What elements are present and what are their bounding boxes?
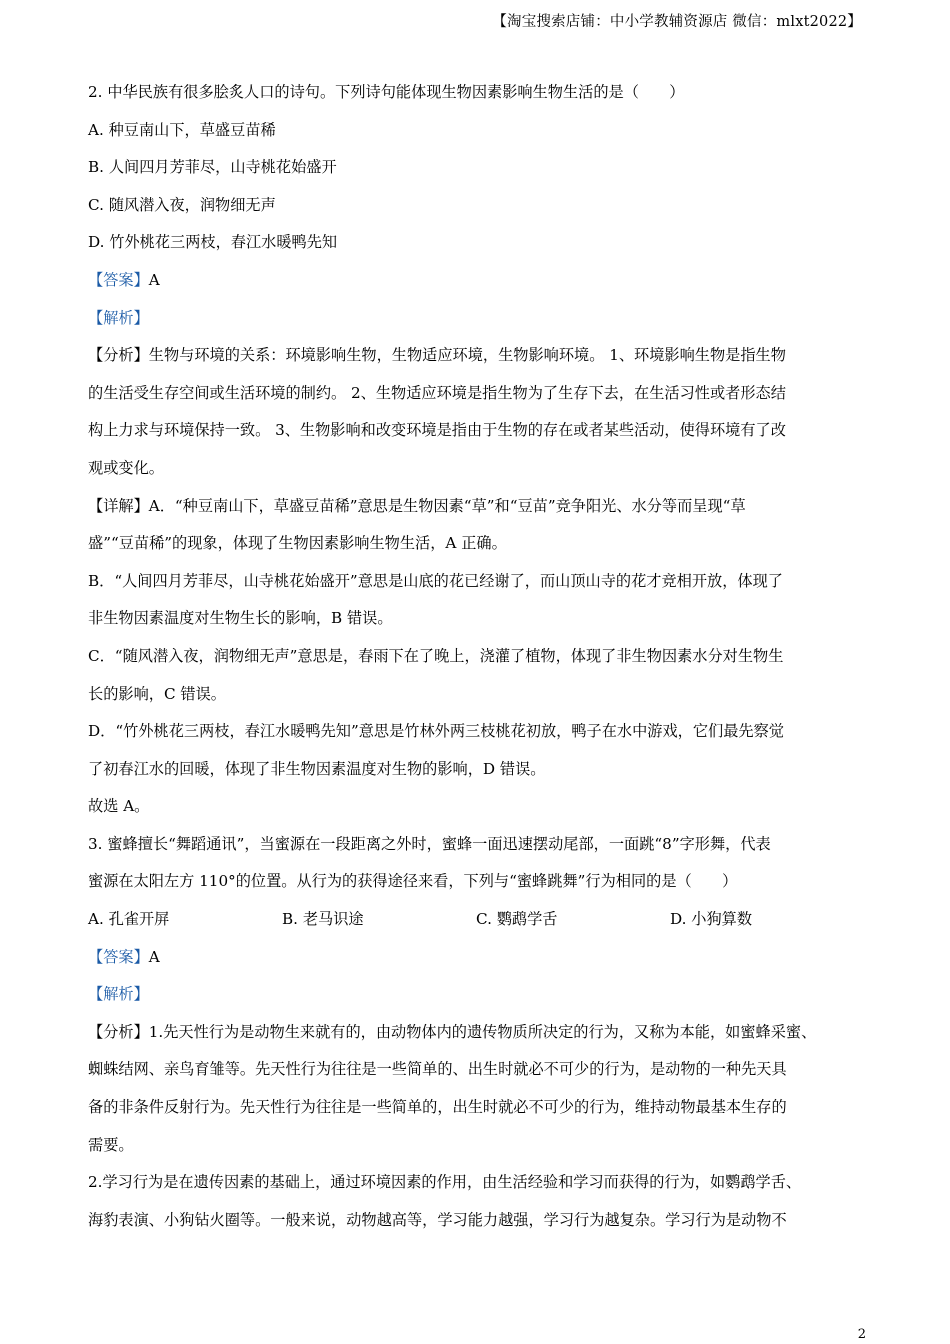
- q3-answer-value: A: [148, 947, 160, 966]
- q2-conclusion: 故选 A。: [88, 797, 150, 816]
- q3-answer-label: 【答案】: [88, 947, 149, 966]
- q3-fenxi-line-3: 备的非条件反射行为。先天性行为往往是一些简单的，出生时就必不可少的行为，维持动物最基本生存的: [88, 1098, 787, 1117]
- q2-xiangjie-line-4: 非生物因素温度对生物生长的影响，B 错误。: [88, 609, 393, 628]
- q3-fenxi-line-1: 【分析】1.先天性行为是动物生来就有的，由动物体内的遗传物质所决定的行为，又称为本能，如蜜蜂采蜜、: [88, 1022, 817, 1041]
- q2-xiangjie-line-3: B．“人间四月芳菲尽，山寺桃花始盛开”意思是山底的花已经谢了，而山顶山寺的花才竞相开放，体现了: [88, 571, 783, 590]
- q2-xiangjie-line-5: C．“随风潜入夜，润物细无声”意思是，春雨下在了晚上，浇灌了植物，体现了非生物因素水分对生物生: [88, 646, 784, 665]
- q2-fenxi-line-3: 构上力求与环境保持一致。 3、生物影响和改变环境是指由于生物的存在或者某些活动，使得环境有了改: [88, 421, 786, 440]
- q2-analysis-label: 【解析】: [88, 308, 149, 327]
- page-header: 【淘宝搜索店铺：中小学教辅资源店 微信：mlxt2022】: [492, 14, 862, 30]
- q2-xiangjie-line-8: 了初春江水的回暖，体现了非生物因素温度对生物的影响，D 错误。: [88, 759, 546, 778]
- q2-fenxi-line-4: 观或变化。: [88, 458, 164, 477]
- q2-xiangjie-line-7: D．“竹外桃花三两枝，春江水暖鸭先知”意思是竹林外两三枝桃花初放，鸭子在水中游戏，它们最先察觉: [88, 722, 784, 741]
- q2-fenxi-line-2: 的生活受生存空间或生活环境的制约。 2、生物适应环境是指生物为了生存下去，在生活习性或者形态结: [88, 383, 786, 402]
- q3-stem-line-2: 蜜源在太阳左方 110°的位置。从行为的获得途径来看，下列与“蜜蜂跳舞”行为相同的是（ ）: [88, 872, 738, 891]
- q2-xiangjie-line-1: 【详解】A．“种豆南山下，草盛豆苗稀”意思是生物因素“草”和“豆苗”竞争阳光、水分等而呈现“草: [88, 496, 746, 515]
- q3-option-d: D. 小狗算数: [670, 910, 753, 929]
- q3-fenxi-label: 【分析】: [88, 1022, 149, 1041]
- q2-stem: 2. 中华民族有很多脍炙人口的诗句。下列诗句能体现生物因素影响生物生活的是（ ）: [88, 83, 685, 101]
- q2-xiangjie-line-2: 盛”“豆苗稀”的现象，体现了生物因素影响生物生活，A 正确。: [88, 534, 507, 553]
- q3-option-a: A. 孔雀开屏: [88, 910, 170, 929]
- q3-fenxi-line-5: 2.学习行为是在遗传因素的基础上，通过环境因素的作用，由生活经验和学习而获得的行为，如鹦鹉学舌、: [88, 1173, 802, 1192]
- q2-fenxi-label: 【分析】: [88, 346, 149, 365]
- q2-option-d: D. 竹外桃花三两枝，春江水暖鸭先知: [88, 233, 338, 252]
- q3-fenxi-line-4: 需要。: [88, 1135, 134, 1154]
- q3-fenxi-line-6: 海豹表演、小狗钻火圈等。一般来说，动物越高等，学习能力越强，学习行为越复杂。学习行为是动物不: [88, 1210, 787, 1229]
- q2-option-c: C. 随风潜入夜，润物细无声: [88, 195, 276, 214]
- q2-xiangjie-line-6: 长的影响，C 错误。: [88, 684, 226, 703]
- q2-answer-label: 【答案】: [88, 270, 149, 289]
- q3-options: [88, 901, 864, 939]
- q2-answer-value: A: [148, 270, 160, 289]
- document-body: [88, 74, 864, 1239]
- q2-answer: [88, 262, 864, 300]
- q3-answer: [88, 939, 864, 977]
- q2-fenxi-line-1: 【分析】生物与环境的关系：环境影响生物，生物适应环境，生物影响环境。 1、环境影响生物是指生物: [88, 346, 786, 365]
- q2-xiangjie-label: 【详解】: [88, 496, 149, 515]
- q3-fenxi-line-2: 蜘蛛结网、亲鸟育雏等。先天性行为往往是一些简单的、出生时就必不可少的行为，是动物的一种先天具: [88, 1060, 787, 1079]
- q3-stem-line-1: 3. 蜜蜂擅长“舞蹈通讯”，当蜜源在一段距离之外时，蜜蜂一面迅速摆动尾部，一面跳“8”字形舞，代表: [88, 834, 771, 853]
- q2-option-a: A. 种豆南山下，草盛豆苗稀: [88, 120, 276, 139]
- page-number: 2: [857, 1327, 866, 1342]
- q3-option-c: C. 鹦鹉学舌: [476, 910, 558, 929]
- q2-option-b: B. 人间四月芳菲尽，山寺桃花始盛开: [88, 158, 337, 177]
- q3-analysis-label: 【解析】: [88, 985, 149, 1004]
- q3-option-b: B. 老马识途: [282, 910, 364, 929]
